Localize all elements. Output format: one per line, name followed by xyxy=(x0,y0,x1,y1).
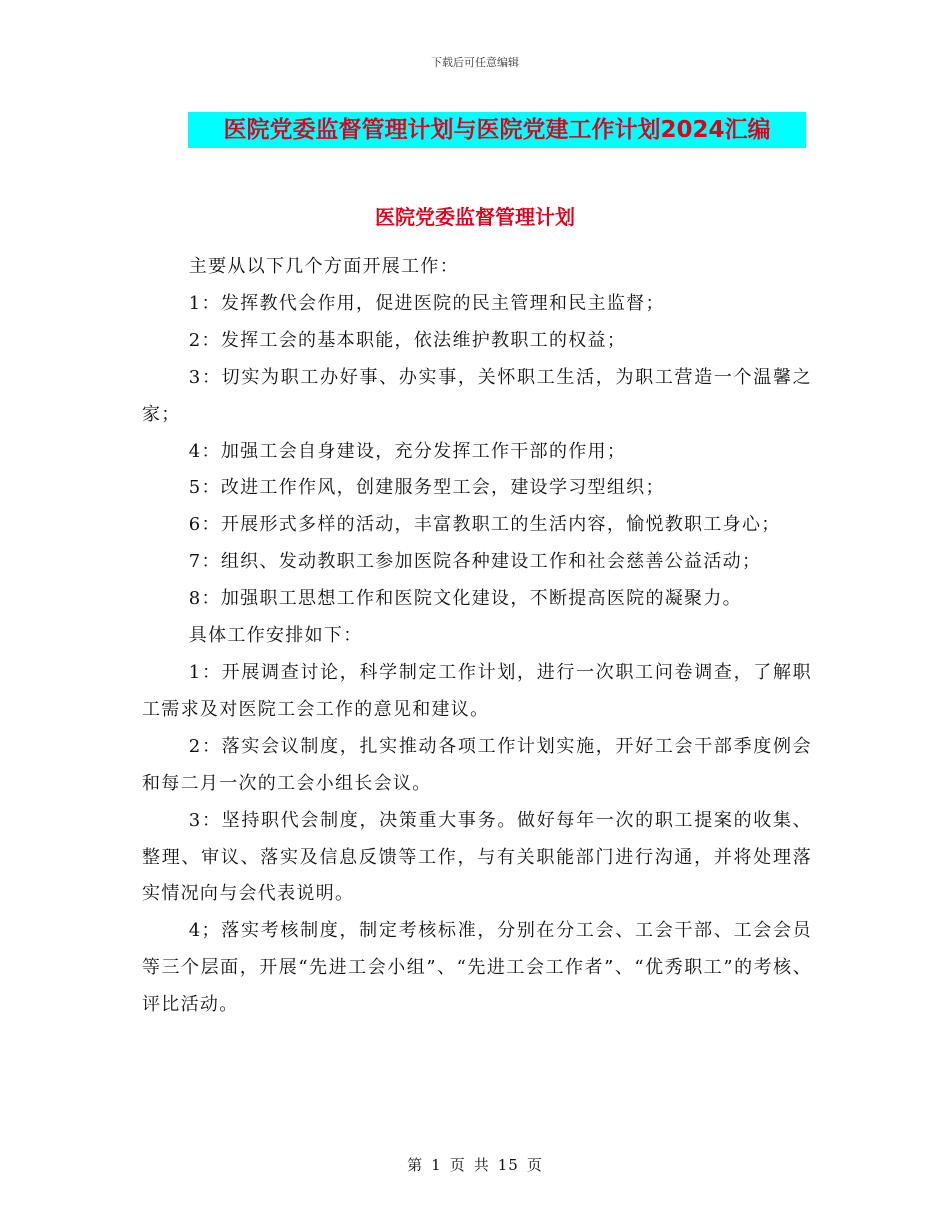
paragraph: 7：组织、发动教职工参加医院各种建设工作和社会慈善公益活动； xyxy=(188,551,762,573)
paragraph: 4：加强工会自身建设，充分发挥工作干部的作用； xyxy=(188,440,627,462)
document-title: 医院党委监督管理计划与医院党建工作计划2024汇编 xyxy=(188,112,806,148)
paragraph: 4；落实考核制度，制定考核标准，分别在分工会、工会干部、工会会员等三个层面，开展“先进工会小组”、“先进工会工作者”、“优秀职工”的考核、评比活动。 xyxy=(142,920,812,1016)
footer-page-number: 1 xyxy=(431,1156,442,1174)
paragraph: 6：开展形式多样的活动，丰富教职工的生活内容，愉悦教职工身心； xyxy=(188,514,781,536)
paragraph: 8：加强职工思想工作和医院文化建设，不断提高医院的凝聚力。 xyxy=(188,588,742,610)
paragraph: 5：改进工作作风，创建服务型工会，建设学习型组织； xyxy=(188,477,665,499)
footer-total-pages: 15 xyxy=(497,1156,519,1174)
paragraph: 1：开展调查讨论，科学制定工作计划，进行一次职工问卷调查，了解职工需求及对医院工会工作的意见和建议。 xyxy=(142,661,812,720)
paragraph: 1：发挥教代会作用，促进医院的民主管理和民主监督； xyxy=(188,292,665,314)
footer-total-unit: 页 xyxy=(526,1156,543,1174)
paragraph: 2：落实会议制度，扎实推动各项工作计划实施，开好工会干部季度例会和每二月一次的工会小组长会议。 xyxy=(142,735,812,794)
paragraph: 3：切实为职工办好事、办实事，关怀职工生活，为职工营造一个温馨之家； xyxy=(142,366,812,425)
paragraph: 3：坚持职代会制度，决策重大事务。做好每年一次的职工提案的收集、整理、审议、落实及信息反馈等工作，与有关职能部门进行沟通，并将处理落实情况向与会代表说明。 xyxy=(142,809,812,905)
page-footer xyxy=(0,1154,950,1175)
footer-total-prefix: 共 xyxy=(473,1156,490,1174)
paragraph: 具体工作安排如下： xyxy=(188,625,363,647)
document-body xyxy=(142,249,812,1024)
header-note: 下载后可任意编辑 xyxy=(431,56,519,69)
section-title: 医院党委监督管理计划 xyxy=(375,205,575,229)
paragraph: 2：发挥工会的基本职能，依法维护教职工的权益； xyxy=(188,329,627,351)
footer-page-prefix: 第 xyxy=(407,1156,424,1174)
footer-page-unit: 页 xyxy=(449,1156,466,1174)
paragraph: 主要从以下几个方面开展工作： xyxy=(188,256,459,277)
